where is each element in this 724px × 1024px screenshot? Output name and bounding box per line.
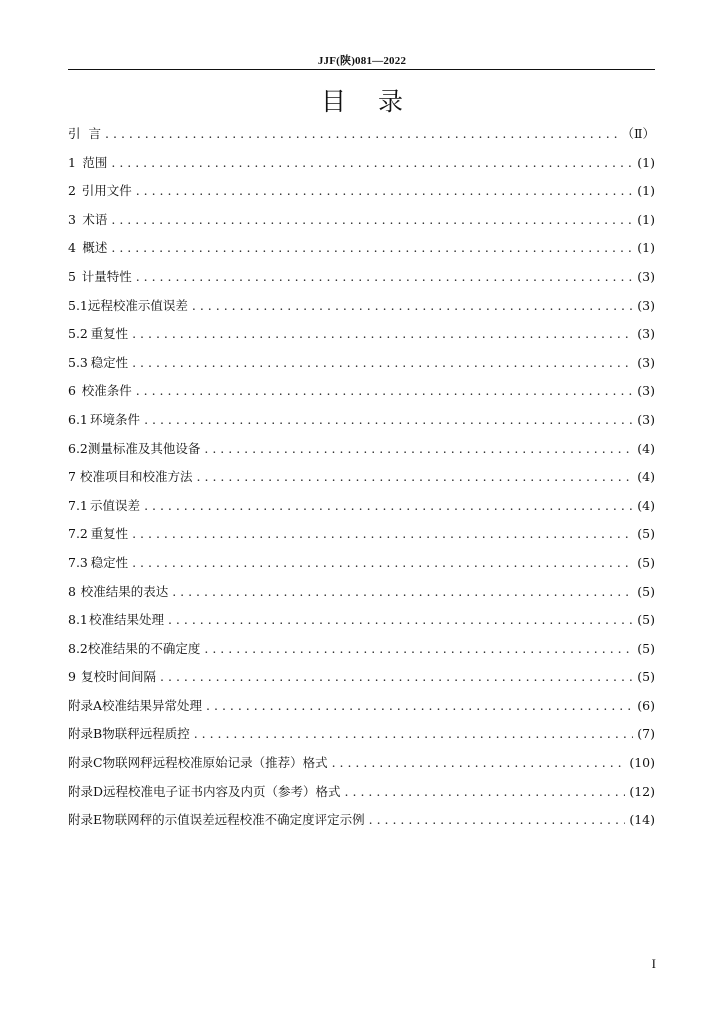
toc-entry-title: 言	[88, 126, 102, 141]
toc-entry-title: 校准条件	[81, 383, 132, 399]
toc-dot-leader	[172, 578, 633, 607]
toc-entry-page: (5)	[637, 583, 655, 599]
toc-entry-page: (10)	[629, 755, 655, 771]
toc-entry-number: 3	[68, 211, 76, 227]
toc-dot-leader	[197, 463, 634, 492]
toc-entry-page: (4)	[637, 497, 655, 513]
toc-entry-page: (1)	[637, 154, 655, 170]
toc-entry-number: 4	[68, 240, 76, 256]
toc-dot-leader	[132, 520, 633, 549]
toc-dot-leader	[105, 120, 617, 149]
toc-entry-number: 8	[68, 583, 76, 599]
toc-entry[interactable]	[68, 806, 655, 835]
toc-dot-leader	[204, 635, 633, 664]
header-rule	[68, 69, 655, 70]
toc-dot-leader	[369, 806, 626, 835]
toc-entry-page: (4)	[637, 469, 655, 485]
toc-entry[interactable]	[68, 749, 655, 778]
toc-entry[interactable]	[68, 463, 655, 492]
toc-entry-title: 远程校准示值误差	[87, 297, 188, 313]
toc-entry-title: 重复性	[90, 326, 129, 342]
toc-entry-page: (3)	[637, 268, 655, 284]
toc-entry-number: 5	[68, 268, 76, 284]
toc-entry-page: (4)	[637, 440, 655, 456]
toc-entry-title: 校准结果处理	[88, 612, 164, 628]
toc-dot-leader	[136, 177, 634, 206]
toc-entry-title: 校准结果的表达	[80, 583, 169, 599]
toc-dot-leader	[206, 692, 633, 721]
toc-entry[interactable]	[68, 549, 655, 578]
toc-entry-page: (1)	[637, 183, 655, 199]
toc-entry-title: 示值误差	[90, 497, 141, 513]
toc-entry[interactable]	[68, 520, 655, 549]
toc-entry-title: 校准结果异常处理	[102, 697, 203, 713]
toc-entry-number: 8.2	[68, 640, 88, 656]
toc-entry-page: (3)	[637, 297, 655, 313]
toc-entry-page: (1)	[637, 240, 655, 256]
toc-entry-title: 物联秤远程质控	[102, 726, 190, 742]
toc-entry-number: 附录B	[68, 726, 103, 742]
toc-entry-page: (3)	[637, 411, 655, 427]
toc-dot-leader	[111, 234, 633, 263]
toc-entry[interactable]	[68, 606, 655, 635]
toc-entry[interactable]	[68, 635, 655, 664]
toc-entry-title: 校准项目和校准方法	[80, 469, 193, 485]
toc-entry-number: 6.1	[68, 411, 88, 427]
toc-entry[interactable]	[68, 435, 655, 464]
toc-entry[interactable]	[68, 349, 655, 378]
toc-entry-number: 8.1	[68, 612, 88, 628]
toc-entry-number: 5.3	[68, 354, 88, 370]
toc-entry-page: (5)	[637, 612, 655, 628]
toc-dot-leader	[144, 406, 633, 435]
toc-dot-leader	[204, 435, 633, 464]
toc-entry[interactable]	[68, 292, 655, 321]
toc-entry-page: (1)	[637, 211, 655, 227]
toc-entry-title: 校准结果的不确定度	[87, 640, 201, 656]
toc-entry-page: (6)	[637, 697, 655, 713]
toc-entry[interactable]	[68, 377, 655, 406]
toc-entry-number: 附录A	[68, 697, 103, 713]
toc-entry[interactable]	[68, 177, 655, 206]
toc-entry-number: 7.2	[68, 526, 88, 542]
toc-entry-number: 7	[68, 469, 76, 485]
toc-entry-title: 物联网秤的示值误差远程校准不确定度评定示例	[102, 812, 365, 828]
toc-entry-number: 1	[68, 154, 76, 170]
toc-entry-number: 附录D	[68, 783, 104, 799]
toc-entry[interactable]	[68, 120, 655, 149]
toc-entry-title: 复校时间间隔	[81, 669, 157, 685]
toc-entry[interactable]	[68, 578, 655, 607]
toc-entry-number: 2	[68, 183, 76, 199]
toc-entry-page: (7)	[637, 726, 655, 742]
toc-entry[interactable]	[68, 720, 655, 749]
table-of-contents	[68, 120, 655, 835]
toc-entry-number: 7.1	[68, 497, 88, 513]
toc-dot-leader	[132, 549, 633, 578]
toc-dot-leader	[192, 292, 633, 321]
toc-entry-page: (12)	[629, 783, 655, 799]
toc-title: 目录	[320, 87, 435, 116]
toc-dot-leader	[136, 377, 634, 406]
toc-entry-title: 物联网秤远程校准原始记录（推荐）格式	[102, 755, 328, 771]
toc-entry-number: 7.3	[68, 554, 88, 570]
toc-entry-number: 附录C	[68, 755, 103, 771]
toc-entry-page: (3)	[637, 354, 655, 370]
toc-entry-number: 5.2	[68, 326, 88, 342]
toc-dot-leader	[111, 206, 633, 235]
toc-dot-leader	[194, 720, 634, 749]
toc-entry-number: 6	[68, 383, 76, 399]
toc-entry-page: (5)	[637, 526, 655, 542]
toc-entry-title: 范围	[82, 154, 108, 170]
toc-entry-page: (3)	[637, 383, 655, 399]
toc-dot-leader	[168, 606, 633, 635]
toc-entry-title: 概述	[82, 240, 108, 256]
toc-entry-title: 重复性	[90, 526, 129, 542]
toc-entry[interactable]	[68, 663, 655, 692]
toc-entry[interactable]	[68, 263, 655, 292]
toc-entry-title: 测量标准及其他设备	[87, 440, 201, 456]
toc-entry-number: 9	[68, 669, 76, 685]
toc-dot-leader	[136, 263, 634, 292]
toc-entry[interactable]	[68, 206, 655, 235]
toc-entry-title: 环境条件	[90, 411, 141, 427]
toc-entry-page: （Ⅱ）	[621, 126, 655, 141]
toc-entry-title: 术语	[82, 211, 108, 227]
toc-entry[interactable]	[68, 492, 655, 521]
toc-entry-number: 附录E	[68, 812, 103, 828]
toc-entry-title: 引用文件	[81, 183, 132, 199]
toc-entry-number: 6.2	[68, 440, 88, 456]
toc-dot-leader	[111, 149, 633, 178]
toc-entry-number: 引	[68, 126, 81, 141]
toc-dot-leader	[132, 320, 633, 349]
toc-entry[interactable]	[68, 692, 655, 721]
toc-entry[interactable]	[68, 234, 655, 263]
toc-entry-number: 5.1	[68, 297, 88, 313]
toc-entry-title: 远程校准电子证书内容及内页（参考）格式	[103, 783, 341, 799]
toc-entry-page: (5)	[637, 640, 655, 656]
toc-entry-page: (14)	[629, 812, 655, 828]
toc-entry-page: (5)	[637, 669, 655, 685]
toc-entry[interactable]	[68, 406, 655, 435]
toc-entry[interactable]	[68, 778, 655, 807]
toc-entry-page: (5)	[637, 554, 655, 570]
toc-dot-leader	[160, 663, 633, 692]
toc-entry-page: (3)	[637, 326, 655, 342]
toc-dot-leader	[144, 492, 633, 521]
toc-entry-title: 稳定性	[90, 354, 129, 370]
toc-entry[interactable]	[68, 320, 655, 349]
page-number: I	[651, 956, 656, 971]
document-code-header: JJF(陕)081—2022	[317, 55, 407, 67]
toc-entry-title: 计量特性	[81, 268, 132, 284]
toc-dot-leader	[332, 749, 626, 778]
toc-entry-title: 稳定性	[90, 554, 129, 570]
toc-dot-leader	[345, 778, 626, 807]
toc-dot-leader	[132, 349, 633, 378]
toc-entry[interactable]	[68, 149, 655, 178]
